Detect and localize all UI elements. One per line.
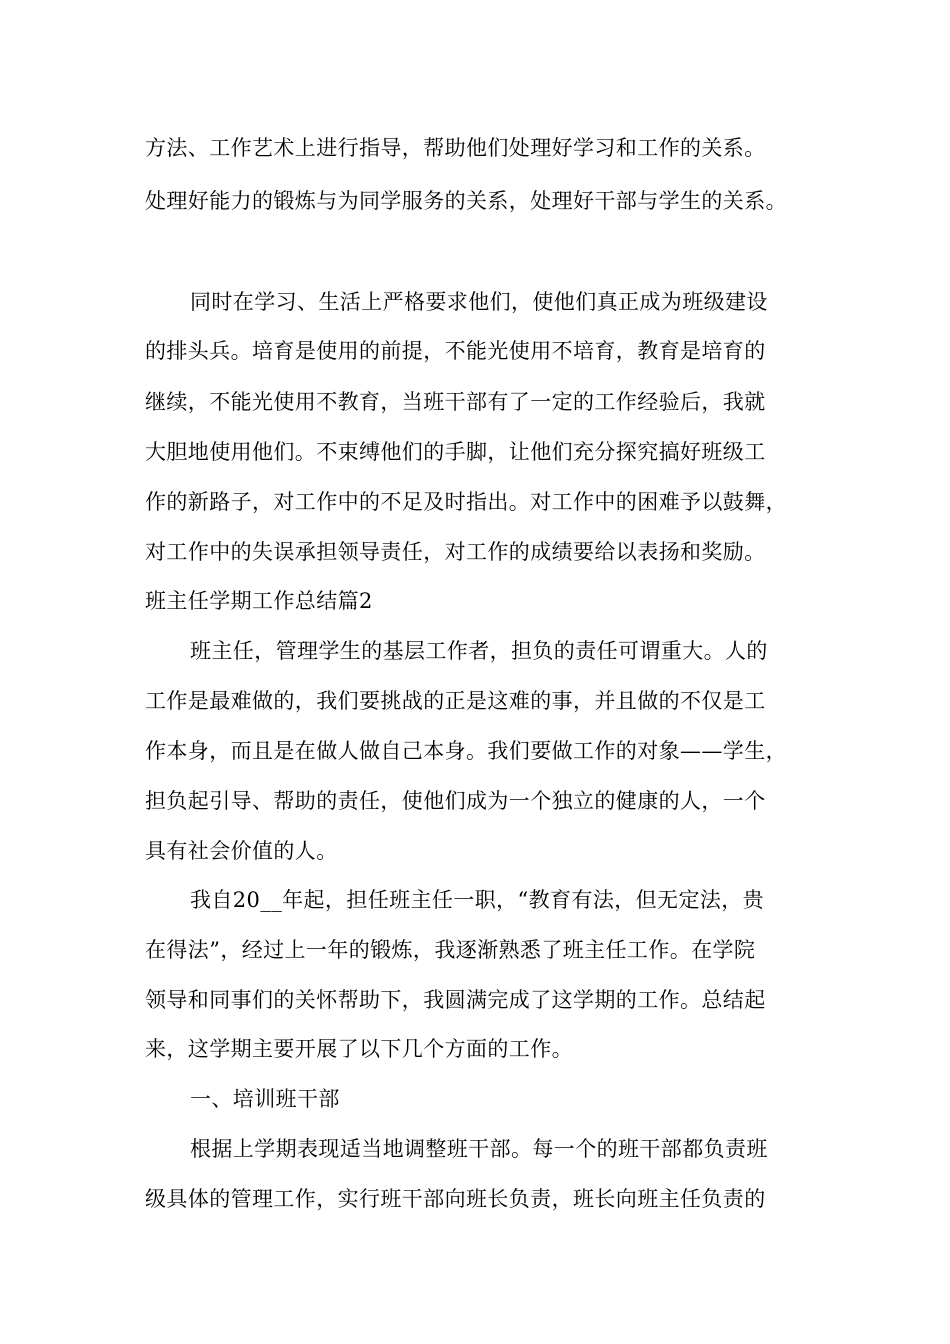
text-line: 作本身，而且是在做人做自己本身。我们要做工作的对象——学生， xyxy=(145,739,787,763)
text-line: 来，这学期主要开展了以下几个方面的工作。 xyxy=(145,1037,573,1061)
text-line: 处理好能力的锻炼与为同学服务的关系，处理好干部与学生的关系。 xyxy=(145,189,787,213)
paragraph-first-line: 班主任，管理学生的基层工作者，担负的责任可谓重大。人的 xyxy=(190,639,768,663)
paragraph-first-line: 我自20__年起，担任班主任一职，“教育有法，但无定法，贵 xyxy=(190,888,765,912)
text-line: 级具体的管理工作，实行班干部向班长负责，班长向班主任负责的 xyxy=(145,1187,766,1211)
text-line: 继续，不能光使用不教育，当班干部有了一定的工作经验后，我就 xyxy=(145,390,766,414)
text-line: 作的新路子，对工作中的不足及时指出。对工作中的困难予以鼓舞， xyxy=(145,490,787,514)
text-line: 对工作中的失误承担领导责任，对工作的成绩要给以表扬和奖励。 xyxy=(145,540,766,564)
text-line: 领导和同事们的关怀帮助下，我圆满完成了这学期的工作。总结起 xyxy=(145,988,766,1012)
paragraph-first-line: 根据上学期表现适当地调整班干部。每一个的班干部都负责班 xyxy=(190,1137,768,1161)
text-line: 方法、工作艺术上进行指导，帮助他们处理好学习和工作的关系。 xyxy=(145,136,766,160)
paragraph-first-line: 同时在学习、生活上严格要求他们，使他们真正成为班级建设 xyxy=(190,290,768,314)
text-line: 具有社会价值的人。 xyxy=(145,839,338,863)
text-line: 担负起引导、帮助的责任，使他们成为一个独立的健康的人，一个 xyxy=(145,789,766,813)
subsection-heading: 一、培训班干部 xyxy=(190,1087,340,1111)
section-heading: 班主任学期工作总结篇2 xyxy=(145,589,373,613)
text-line: 大胆地使用他们。不束缚他们的手脚，让他们充分探究搞好班级工 xyxy=(145,440,766,464)
text-line: 工作是最难做的，我们要挑战的正是这难的事，并且做的不仅是工 xyxy=(145,689,766,713)
text-line: 在得法”，经过上一年的锻炼，我逐渐熟悉了班主任工作。在学院 xyxy=(145,938,756,962)
text-line: 的排头兵。培育是使用的前提，不能光使用不培育，教育是培育的 xyxy=(145,339,766,363)
